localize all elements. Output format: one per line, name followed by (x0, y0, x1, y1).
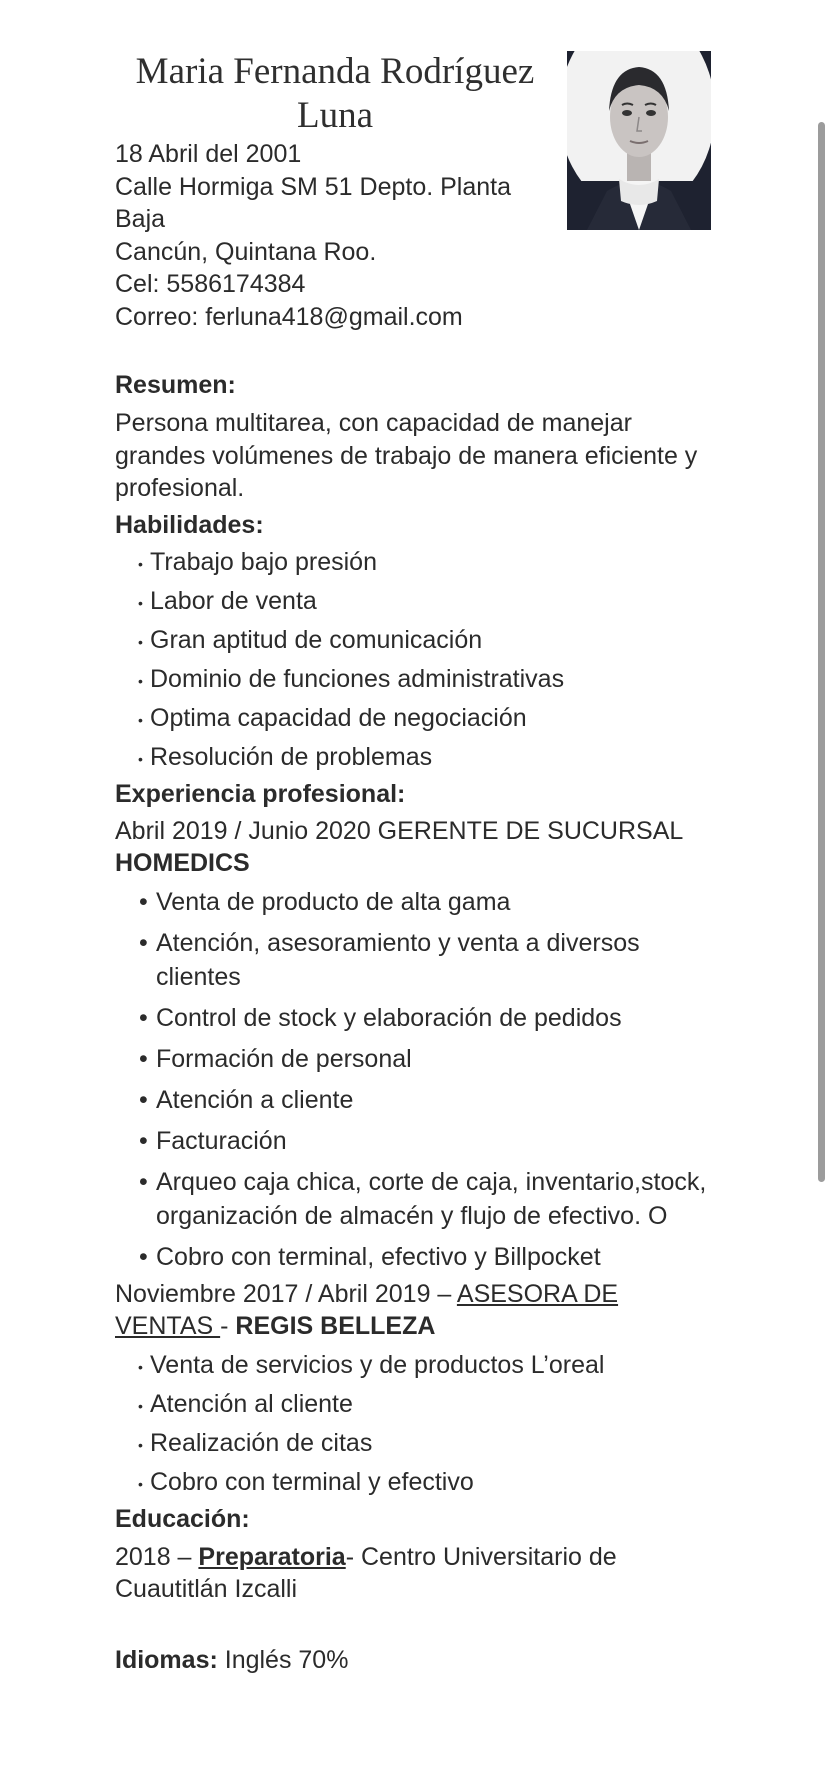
contact-block (115, 138, 565, 333)
job1-header (115, 815, 715, 880)
email: Correo: ferluna418@gmail.com (115, 302, 463, 331)
vertical-scrollbar[interactable] (818, 122, 825, 1182)
list-item: • Optima capacidad de negociación (138, 703, 527, 732)
phone: Cel: 5586174384 (115, 270, 306, 298)
list-item: • Cobro con terminal y efectivo (138, 1467, 474, 1496)
list-item: • Formación de personal (139, 1044, 412, 1073)
address: Calle Hormiga SM 51 Depto. Planta Baja (115, 172, 512, 233)
summary-text: Persona multitarea, con capacidad de manejar grandes volúmenes de trabajo de manera eficiente y profesional. (115, 409, 698, 502)
list-item: • Venta de servicios y de productos L’oreal (138, 1350, 605, 1379)
list-item: • Realización de citas (138, 1428, 373, 1457)
list-item: • Atención, asesoramiento y venta a diversos clientes (139, 928, 640, 991)
resume-document (115, 40, 715, 1676)
job2-company: REGIS BELLEZA (235, 1312, 436, 1340)
languages-heading: Idiomas: (115, 1645, 218, 1674)
birth-date: 18 Abril del 2001 (115, 140, 302, 168)
languages-value: Inglés 70% (217, 1645, 349, 1674)
job2-title: ASESORA DE VENTAS (115, 1279, 619, 1340)
experience-heading: Experiencia profesional: (115, 779, 406, 808)
city: Cancún, Quintana Roo. (115, 237, 377, 266)
summary-heading: Resumen: (115, 371, 236, 399)
list-item: • Control de stock y elaboración de pedidos (139, 1003, 622, 1032)
list-item: • Dominio de funciones administrativas (138, 664, 565, 693)
skills-list (115, 543, 715, 777)
job2-separator: - (220, 1312, 236, 1340)
job2-header (115, 1278, 715, 1343)
education-year: 2018 – (115, 1542, 199, 1571)
list-item: • Facturación (139, 1126, 287, 1155)
portrait-image (567, 51, 711, 230)
list-item: • Trabajo bajo presión (138, 547, 377, 576)
skills-heading: Habilidades: (115, 510, 264, 539)
list-item: • Atención al cliente (138, 1389, 353, 1418)
list-item: • Arqueo caja chica, corte de caja, inventario,stock, organización de almacén y flujo de efectivo. O (139, 1167, 707, 1230)
list-item: • Labor de venta (138, 586, 317, 615)
job1-period-title: Abril 2019 / Junio 2020 GERENTE DE SUCURSAL (115, 816, 683, 845)
education-level: Preparatoria (198, 1542, 346, 1571)
job2-period: Noviembre 2017 / Abril 2019 – (115, 1279, 457, 1308)
job1-company: HOMEDICS (115, 849, 250, 877)
education-entry (115, 1541, 715, 1606)
candidate-name: Maria Fernanda Rodríguez Luna (135, 51, 535, 136)
profile-photo (567, 51, 711, 230)
list-item: • Venta de producto de alta gama (139, 887, 511, 916)
job2-duties (115, 1346, 715, 1502)
education-heading: Educación: (115, 1504, 250, 1533)
list-item: • Gran aptitud de comunicación (138, 625, 483, 654)
job1-duties (115, 885, 715, 1274)
languages-line (115, 1644, 715, 1677)
list-item: • Resolución de problemas (138, 742, 433, 771)
education-institution: - Centro Universitario de Cuautitlán Izcalli (115, 1542, 617, 1603)
list-item: • Cobro con terminal, efectivo y Billpocket (139, 1242, 601, 1271)
list-item: • Atención a cliente (139, 1085, 354, 1114)
